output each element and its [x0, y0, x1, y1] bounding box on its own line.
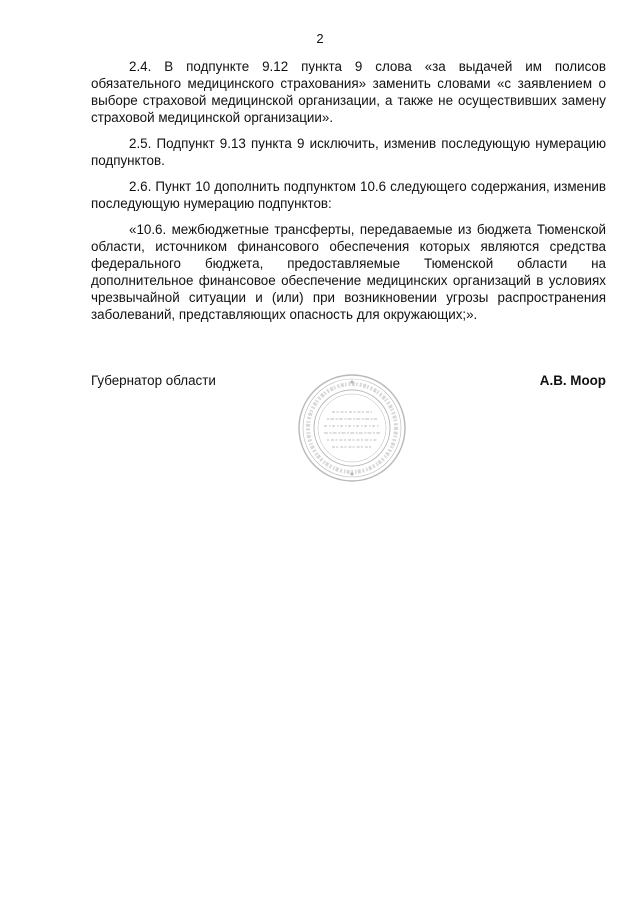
- paragraph-2-5: 2.5. Подпункт 9.13 пункта 9 исключить, изменив последующую нумерацию подпунктов.: [91, 136, 606, 168]
- paragraph-2-6: 2.6. Пункт 10 дополнить подпунктом 10.6 следующего содержания, изменив последующую нумерацию подпунктов:: [91, 179, 606, 211]
- page-number: 2: [316, 31, 324, 46]
- signatory-title: Губернатор области: [91, 373, 216, 388]
- document-body: [91, 58, 606, 323]
- paragraph-10-6: «10.6. межбюджетные трансферты, передаваемые из бюджета Тюменской области, источником финансового обеспечения которых являются средства федерального бюджета, предоставляемые Тюменской области на дополнительное финансовое обеспечение медицинских организаций в условиях чрезвычайной ситуации и (или) при возникновении угрозы распространения заболеваний, представляющих опасность для окружающих;».: [91, 222, 606, 322]
- signatory-name: А.В. Моор: [539, 373, 606, 388]
- paragraph-2-4: 2.4. В подпункте 9.12 пункта 9 слова «за выдачей им полисов обязательного медицинского страхования» заменить словами «с заявлением о выборе страховой медицинской организации, а также не осуществивших замену страховой медицинской организации».: [91, 59, 606, 125]
- official-seal-stamp: [296, 372, 408, 484]
